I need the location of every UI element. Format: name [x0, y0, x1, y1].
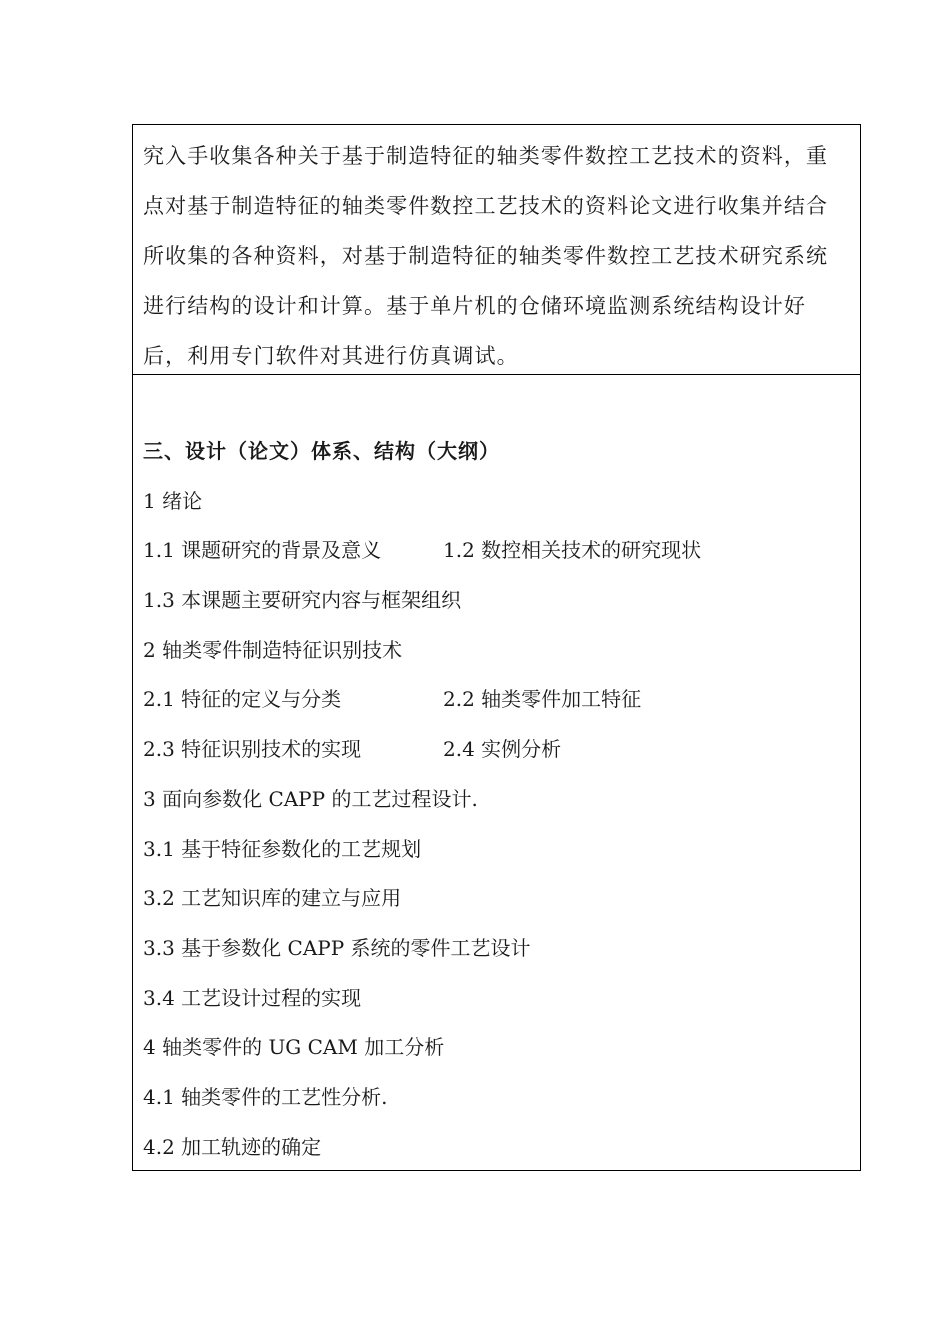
outline-row	[143, 974, 855, 1024]
outline-row	[143, 725, 855, 775]
paragraph-line: 进行结构的设计和计算。基于单片机的仓储环境监测系统结构设计好	[143, 294, 806, 318]
outline-row	[143, 1023, 855, 1073]
paragraph-line: 点对基于制造特征的轴类零件数控工艺技术的资料论文进行收集并结合	[143, 194, 829, 218]
paragraph-line: 所收集的各种资料，对基于制造特征的轴类零件数控工艺技术研究系统	[143, 244, 829, 268]
outline-item: 1 绪论	[143, 488, 203, 513]
outline-cell	[132, 374, 861, 1171]
outline-item: 3.4 工艺设计过程的实现	[143, 985, 362, 1010]
outline-row	[143, 874, 855, 924]
outline-row	[143, 924, 855, 974]
outline-item: 2 轴类零件制造特征识别技术	[143, 637, 403, 662]
research-content-cell	[132, 124, 861, 375]
outline-item: 1.1 课题研究的背景及意义	[143, 538, 382, 563]
outline-item: 2.1 特征的定义与分类	[143, 687, 342, 712]
outline-row	[143, 1073, 855, 1123]
outline-item: 1.2 数控相关技术的研究现状	[443, 538, 702, 563]
outline-item: 3 面向参数化 CAPP 的工艺过程设计.	[143, 786, 478, 811]
outline-item: 1.3 本课题主要研究内容与框架组织	[143, 588, 462, 613]
paragraph-line: 后，利用专门软件对其进行仿真调试。	[143, 344, 519, 368]
outline-row	[143, 1123, 855, 1173]
outline-row	[143, 825, 855, 875]
outline-row	[143, 526, 855, 576]
outline-item: 2.2 轴类零件加工特征	[443, 687, 642, 712]
outline-item: 4.1 轴类零件的工艺性分析.	[143, 1084, 388, 1109]
outline-section	[143, 427, 855, 1172]
outline-item: 4.2 加工轨迹的确定	[143, 1134, 322, 1159]
outline-row	[143, 626, 855, 676]
paragraph-line: 究入手收集各种关于基于制造特征的轴类零件数控工艺技术的资料，重	[143, 144, 829, 168]
outline-item: 3.1 基于特征参数化的工艺规划	[143, 836, 422, 861]
outline-item: 2.3 特征识别技术的实现	[143, 737, 362, 762]
outline-row	[143, 477, 855, 527]
outline-row	[143, 576, 855, 626]
outline-item: 3.3 基于参数化 CAPP 系统的零件工艺设计	[143, 935, 531, 960]
outline-item: 3.2 工艺知识库的建立与应用	[143, 886, 402, 911]
outline-heading: 三、设计（论文）体系、结构（大纲）	[143, 439, 500, 463]
outline-item: 4 轴类零件的 UG CAM 加工分析	[143, 1035, 445, 1060]
outline-item: 2.4 实例分析	[443, 737, 562, 762]
research-content-paragraph	[143, 131, 855, 381]
outline-row	[143, 775, 855, 825]
outline-row	[143, 675, 855, 725]
